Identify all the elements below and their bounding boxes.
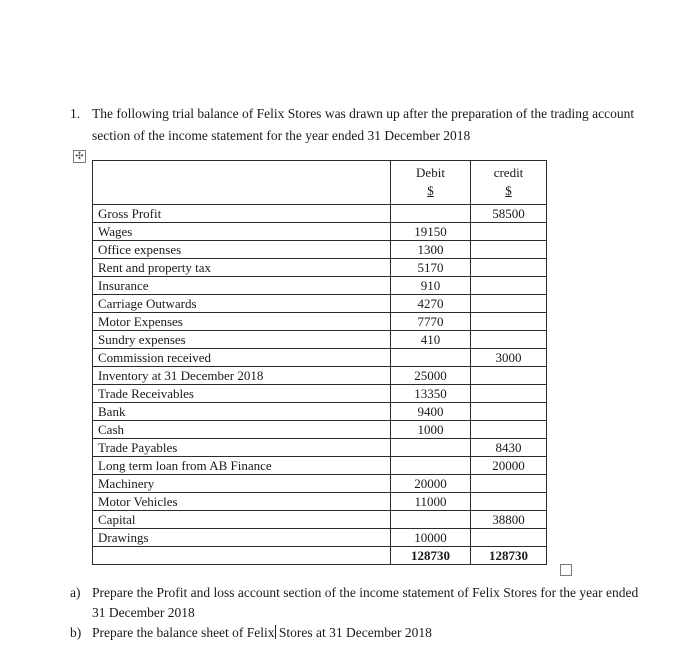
sub-question-label: b) [70, 625, 82, 640]
table-row [93, 331, 547, 349]
table-row [93, 223, 547, 241]
header-credit-unit: $ [505, 183, 512, 198]
credit-cell [471, 529, 547, 547]
account-name-cell: Commission received [93, 349, 391, 367]
table-resize-handle[interactable] [560, 564, 572, 576]
credit-cell [471, 367, 547, 385]
table-row [93, 529, 547, 547]
credit-cell: 20000 [471, 457, 547, 475]
question-number: 1. [70, 106, 81, 121]
credit-cell [471, 277, 547, 295]
sub-question-text: Prepare the Profit and loss account section of the income statement of Felix Stores for the year ended 31 December 2018 [92, 585, 639, 620]
sub-question-text-before: Prepare the balance sheet of Felix [92, 625, 275, 640]
credit-cell [471, 475, 547, 493]
account-name-cell: Capital [93, 511, 391, 529]
account-name-cell: Gross Profit [93, 205, 391, 223]
header-credit: credit [493, 165, 524, 180]
header-label-cell [93, 161, 391, 205]
credit-total-cell: 128730 [471, 547, 547, 565]
account-name-cell: Trade Receivables [93, 385, 391, 403]
table-row [93, 295, 547, 313]
credit-cell [471, 331, 547, 349]
debit-cell [391, 205, 471, 223]
account-name-cell: Trade Payables [93, 439, 391, 457]
question-text: The following trial balance of Felix Stores was drawn up after the preparation of the trading account section of the income statement for the year ended 31 December 2018 [92, 106, 635, 143]
account-name-cell: Rent and property tax [93, 259, 391, 277]
table-row [93, 367, 547, 385]
account-name-cell: Insurance [93, 277, 391, 295]
account-name-cell: Office expenses [93, 241, 391, 259]
credit-cell: 8430 [471, 439, 547, 457]
trial-balance-table [92, 160, 547, 565]
totals-label-cell [93, 547, 391, 565]
table-row [93, 421, 547, 439]
credit-cell [471, 313, 547, 331]
debit-cell: 20000 [391, 475, 471, 493]
sub-question-text-after: Stores at 31 December 2018 [275, 625, 432, 640]
credit-cell [471, 259, 547, 277]
header-debit-cell [391, 161, 471, 205]
table-row [93, 241, 547, 259]
debit-cell: 7770 [391, 313, 471, 331]
header-credit-cell [471, 161, 547, 205]
account-name-cell: Motor Vehicles [93, 493, 391, 511]
header-debit: Debit [416, 165, 445, 180]
sub-questions [70, 583, 650, 643]
sub-question-text [92, 623, 650, 643]
debit-cell [391, 439, 471, 457]
account-name-cell: Drawings [93, 529, 391, 547]
credit-cell: 38800 [471, 511, 547, 529]
account-name-cell: Bank [93, 403, 391, 421]
table-row [93, 403, 547, 421]
debit-cell: 4270 [391, 295, 471, 313]
table-row [93, 493, 547, 511]
debit-cell: 10000 [391, 529, 471, 547]
account-name-cell: Cash [93, 421, 391, 439]
header-debit-unit: $ [427, 183, 434, 198]
credit-cell [471, 295, 547, 313]
credit-cell [471, 385, 547, 403]
sub-question-b [70, 623, 650, 643]
debit-cell [391, 457, 471, 475]
table-row [93, 385, 547, 403]
account-name-cell: Inventory at 31 December 2018 [93, 367, 391, 385]
credit-cell: 58500 [471, 205, 547, 223]
table-row [93, 475, 547, 493]
account-name-cell: Wages [93, 223, 391, 241]
sub-question-a [70, 583, 650, 623]
table-move-handle-icon[interactable]: ✣ [73, 150, 86, 163]
table-row [93, 313, 547, 331]
debit-cell: 5170 [391, 259, 471, 277]
table-row [93, 259, 547, 277]
table-row [93, 349, 547, 367]
table-row [93, 457, 547, 475]
debit-cell: 19150 [391, 223, 471, 241]
table-row [93, 439, 547, 457]
totals-row [93, 547, 547, 565]
account-name-cell: Long term loan from AB Finance [93, 457, 391, 475]
debit-cell [391, 511, 471, 529]
table-row [93, 205, 547, 223]
credit-cell [471, 421, 547, 439]
debit-cell: 11000 [391, 493, 471, 511]
account-name-cell: Motor Expenses [93, 313, 391, 331]
credit-cell [471, 241, 547, 259]
debit-cell: 1000 [391, 421, 471, 439]
credit-cell: 3000 [471, 349, 547, 367]
debit-cell [391, 349, 471, 367]
credit-cell [471, 403, 547, 421]
account-name-cell: Carriage Outwards [93, 295, 391, 313]
table-header-row [93, 161, 547, 205]
debit-cell: 13350 [391, 385, 471, 403]
table-row [93, 511, 547, 529]
credit-cell [471, 223, 547, 241]
debit-cell: 9400 [391, 403, 471, 421]
debit-cell: 1300 [391, 241, 471, 259]
debit-cell: 25000 [391, 367, 471, 385]
debit-cell: 910 [391, 277, 471, 295]
credit-cell [471, 493, 547, 511]
table-row [93, 277, 547, 295]
debit-cell: 410 [391, 331, 471, 349]
sub-question-label: a) [70, 585, 81, 600]
debit-total-cell: 128730 [391, 547, 471, 565]
account-name-cell: Machinery [93, 475, 391, 493]
account-name-cell: Sundry expenses [93, 331, 391, 349]
